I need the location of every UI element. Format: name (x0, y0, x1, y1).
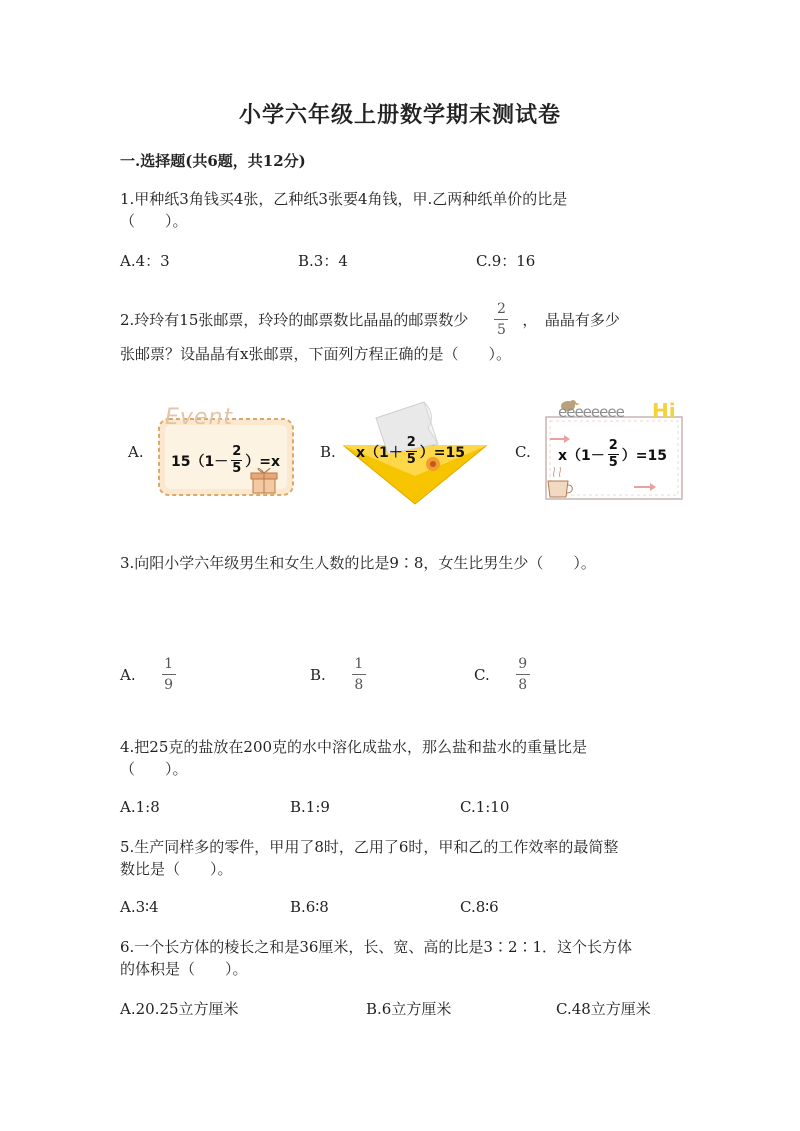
question-4 (120, 736, 587, 780)
q2-option-b-card[interactable] (340, 398, 490, 506)
q3-option-c[interactable] (474, 656, 530, 693)
fraction-bar (516, 674, 530, 675)
question-5-line-1: 5.生产同样多的零件，甲用了8时，乙用了6时，甲和乙的工作效率的最简整 (120, 838, 619, 856)
q2-option-a-label[interactable]: A. (128, 443, 144, 461)
q2-equation-b (356, 436, 465, 467)
q3-option-c-fraction (516, 656, 530, 693)
question-1 (120, 188, 567, 232)
equation-b-fraction (406, 436, 417, 467)
question-6-line-1: 6.一个长方体的棱长之和是36厘米，长、宽、高的比是3∶2∶1．这个长方体 (120, 938, 633, 956)
question-2-fraction (494, 301, 508, 338)
fraction-bar (162, 674, 176, 675)
q2-option-a-card[interactable] (155, 405, 300, 500)
fraction-denominator: 5 (496, 322, 506, 338)
section-heading: 一.选择题(共6题，共12分) (120, 152, 306, 170)
equation-b-suffix: ）=15 (419, 444, 465, 461)
question-5-line-2: 数比是（ ）。 (120, 860, 233, 878)
q1-option-c[interactable]: C.9：16 (476, 252, 536, 270)
question-6 (120, 936, 632, 980)
q2-option-b-label[interactable]: B. (320, 443, 336, 461)
q3-option-b[interactable] (310, 656, 366, 693)
question-4-line-2: （ ）。 (120, 760, 188, 778)
q2-equation-a (171, 445, 280, 476)
question-2-text-a: 2.玲玲有15张邮票，玲玲的邮票数比晶晶的邮票数少 (120, 310, 469, 329)
question-1-line-1: 1.甲种纸3角钱买4张，乙种纸3张要4角钱，甲.乙两种纸单价的比是 (120, 190, 568, 208)
question-4-line-1: 4.把25克的盐放在200克的水中溶化成盐水，那么盐和盐水的重量比是 (120, 738, 588, 756)
question-1-line-2: （ ）。 (120, 212, 188, 230)
q2-equation-c (558, 439, 667, 470)
q4-option-b[interactable]: B.1:9 (290, 798, 330, 816)
q2-option-c-card[interactable] (540, 395, 688, 507)
fraction-numerator: 2 (608, 438, 618, 453)
question-6-line-2: 的体积是（ ）。 (120, 960, 248, 978)
q5-option-a[interactable]: A.3∶4 (120, 898, 159, 916)
fraction-denominator: 5 (608, 455, 618, 470)
q5-option-b[interactable]: B.6∶8 (290, 898, 329, 916)
q3-option-a-fraction (162, 656, 176, 693)
q4-option-a[interactable]: A.1:8 (120, 798, 160, 816)
fraction-bar (494, 319, 508, 320)
q4-option-c[interactable]: C.1:10 (460, 798, 510, 816)
question-2-line-2: 张邮票？设晶晶有x张邮票，下面列方程正确的是（ ）。 (120, 345, 511, 363)
question-5 (120, 836, 618, 880)
fraction-numerator: 9 (518, 656, 528, 672)
equation-c-suffix: ）=15 (621, 447, 667, 464)
hi-banner-text: Hi (652, 399, 676, 423)
fraction-numerator: 2 (406, 435, 416, 450)
q6-option-b[interactable]: B.6立方厘米 (366, 1000, 452, 1018)
equation-c-prefix: x（1－ (558, 447, 605, 464)
fraction-bar (352, 674, 366, 675)
fraction-denominator: 5 (232, 461, 242, 476)
fraction-numerator: 1 (164, 656, 174, 672)
fraction-denominator: 8 (354, 677, 364, 693)
question-2-text-b: ， 晶晶有多少 (522, 310, 620, 329)
equation-b-prefix: x（1＋ (356, 444, 403, 461)
equation-c-fraction (608, 439, 619, 470)
fraction-denominator: 9 (164, 677, 174, 693)
q3-option-a-label: A. (120, 665, 136, 684)
q6-option-c[interactable]: C.48立方厘米 (556, 1000, 651, 1018)
q1-option-b[interactable]: B.3：4 (298, 252, 348, 270)
q3-option-c-label: C. (474, 665, 490, 684)
q5-option-c[interactable]: C.8∶6 (460, 898, 499, 916)
fraction-denominator: 5 (406, 452, 416, 467)
q2-option-c-label[interactable]: C. (515, 443, 531, 461)
q3-option-a[interactable] (120, 656, 176, 693)
question-3: 3.向阳小学六年级男生和女生人数的比是9∶8，女生比男生少（ ）。 (120, 554, 596, 572)
fraction-denominator: 8 (518, 677, 528, 693)
event-banner-text: Event (165, 405, 234, 430)
q3-option-b-label: B. (310, 665, 326, 684)
q3-option-b-fraction (352, 656, 366, 693)
equation-a-fraction (231, 445, 242, 476)
spiral-banner-text: eeeeeeee (558, 403, 624, 421)
q6-option-a[interactable]: A.20.25立方厘米 (120, 1000, 239, 1018)
fraction-numerator: 2 (496, 301, 506, 317)
q1-option-a[interactable]: A.4：3 (120, 252, 170, 270)
fraction-numerator: 2 (232, 444, 242, 459)
question-2-line-1 (120, 301, 620, 338)
page-title: 小学六年级上册数学期末测试卷 (238, 102, 561, 128)
equation-a-suffix: ）=x (245, 453, 280, 470)
fraction-numerator: 1 (354, 656, 364, 672)
equation-a-prefix: 15（1－ (171, 453, 229, 470)
